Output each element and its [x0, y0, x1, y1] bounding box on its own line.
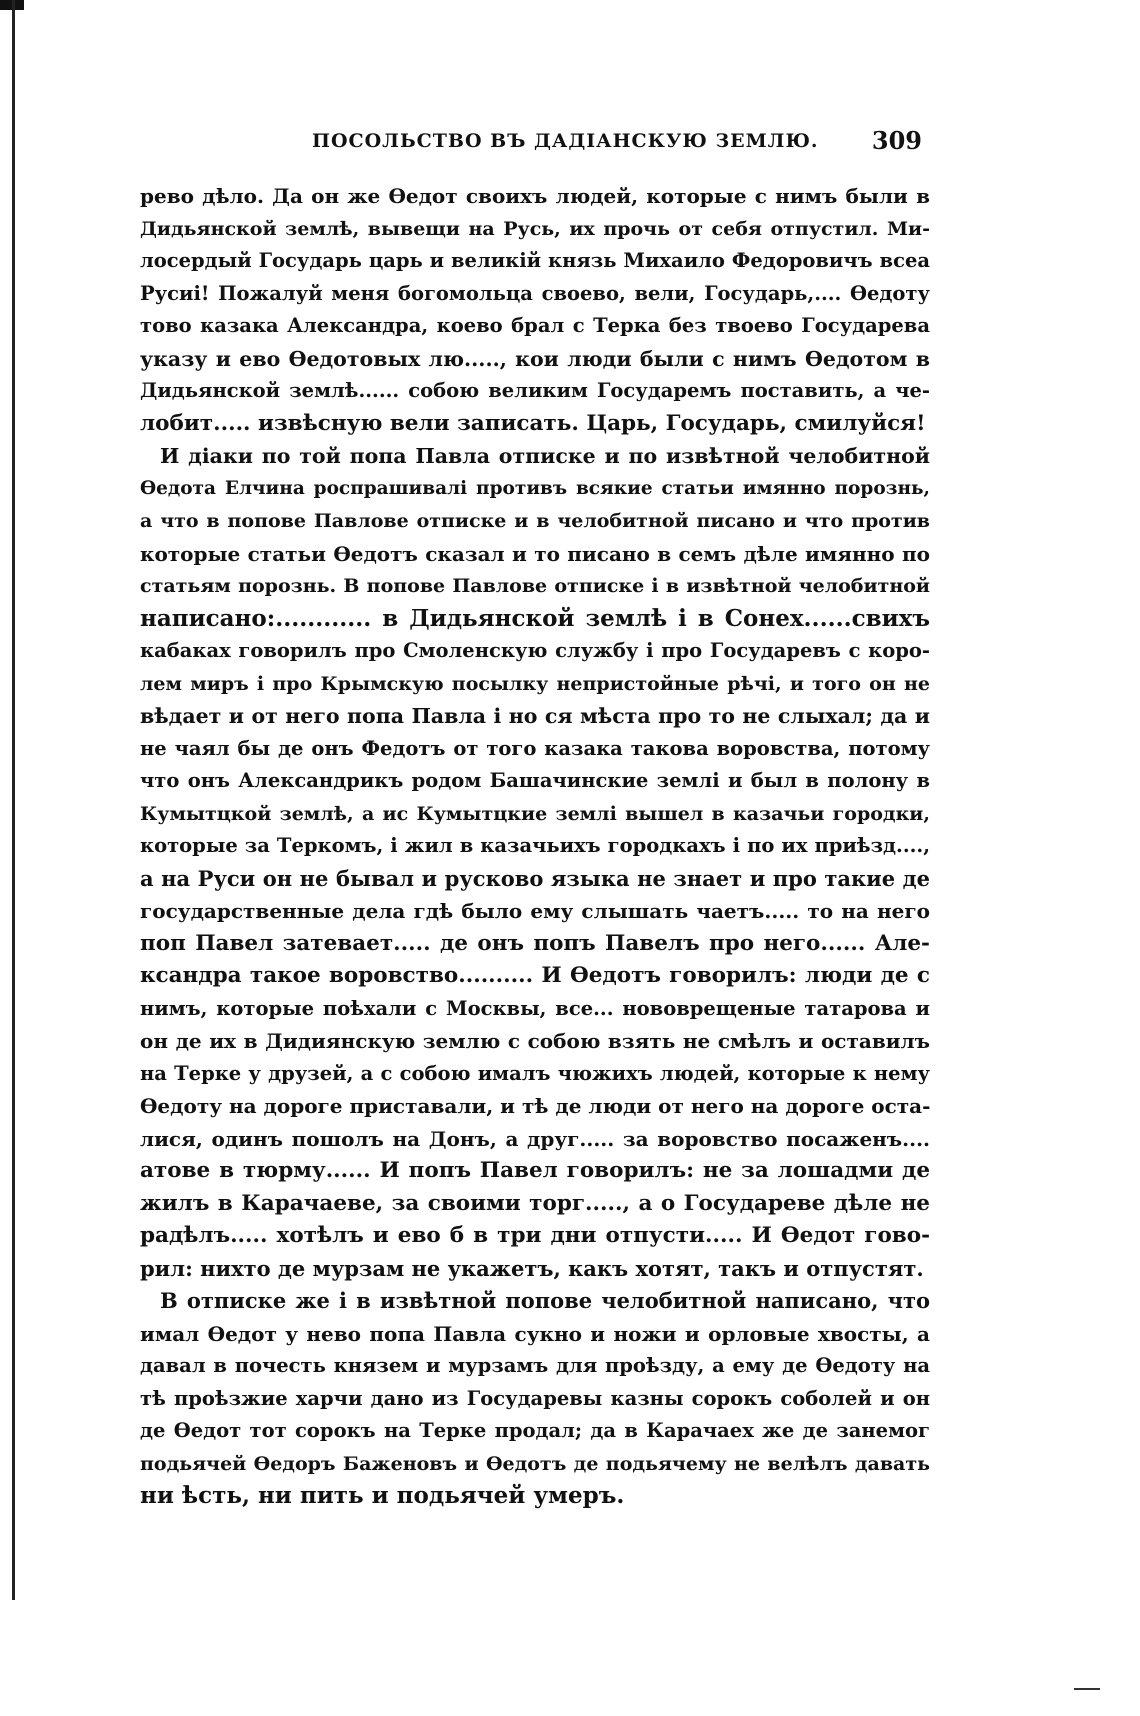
paragraph [140, 180, 930, 440]
scan-binding-line [12, 0, 15, 1600]
text-line: ни ѣсть, ни пить и подьячей умеръ. [140, 1482, 625, 1509]
text-line: Ѳедота Елчина роспрашивалі противъ всякие статьи имянно порознь, [140, 477, 930, 499]
text-line: лосердый Государь царь и великій князь Михаило Федоровичъ всеа [140, 249, 930, 272]
scan-edge-dash [1074, 1688, 1100, 1690]
paragraph [140, 1285, 930, 1513]
text-line: государственные дела гдѣ было ему слышать чаетъ..... то на него [140, 899, 930, 923]
text-line: а что в попове Павлове отписке и в челобитной писано и что против [140, 510, 930, 532]
text-line: тѣ проѣзжие харчи дано из Государевы казны сорокъ соболей и он [140, 1386, 930, 1410]
paragraph [140, 440, 930, 1285]
text-line: лобит..... извѣсную вели записать. Царь, Государь, смилуйся! [140, 410, 926, 436]
running-title: ПОСОЛЬСТВО ВЪ ДАДІАНСКУЮ ЗЕМЛЮ. [312, 130, 819, 152]
text-line: поп Павел затевает..... де онъ попъ Павелъ про него...... Але- [140, 930, 930, 956]
text-line: жилъ в Карачаеве, за своими торг....., а о Государеве дѣле не [140, 1190, 930, 1216]
body-text [140, 180, 930, 1513]
text-line: вѣдает и от него попа Павла і но ся мѣста про то не слыхал; да и [140, 704, 930, 728]
text-line: де Ѳедот тот сорокъ на Терке продал; да в Карачаех же де занемог [140, 1419, 930, 1442]
text-line: В отписке же і в извѣтной попове челобитной написано, что [160, 1288, 930, 1313]
text-line: атове в тюрму...... И попъ Павел говорилъ: не за лошадми де [140, 1158, 930, 1183]
text-line: ксандра такое воровство.......... И Ѳедотъ говорилъ: люди де с [140, 963, 930, 988]
text-line: рево дѣло. Да он же Ѳедот своихъ людей, которые с нимъ были в [140, 184, 930, 208]
text-line: он де их в Дидиянскую землю с собою взять не смѣлъ и оставилъ [140, 1029, 930, 1053]
text-line: Русиі! Пожалуй меня богомольца своево, вели, Государь,.... Ѳедоту [140, 281, 930, 305]
text-line: нимъ, которые поѣхали с Москвы, все... нововрещеные татарова и [140, 996, 930, 1020]
text-line: рил: нихто де мурзам не укажетъ, какъ хотят, такъ и отпустят. [140, 1255, 924, 1281]
text-line: Кумытцкой землѣ, а ис Кумытцкие землі вышел в казачьи городки, [140, 802, 930, 825]
text-line: Дидьянской землѣ, вывещи на Русь, их прочь от себя отпустил. Ми- [140, 217, 930, 240]
text-line: лися, одинъ пошолъ на Донъ, а друг..... за воровство посаженъ.... [140, 1126, 930, 1151]
text-line: имал Ѳедот у нево попа Павла сукно и ножи и орловые хвосты, а [140, 1321, 930, 1346]
text-line: на Терке у друзей, а с собою ималъ чюжихъ людей, которые к нему [140, 1061, 930, 1085]
text-line: И діаки по той попа Павла отписке и по извѣтной челобитной [160, 444, 930, 468]
text-line: что онъ Александрикъ родом Башачинские землі и был в полону в [140, 769, 930, 792]
text-line: давал в почесть князем и мурзамъ для проѣзду, а ему де Ѳедоту на [140, 1354, 930, 1377]
running-head [140, 126, 930, 160]
text-line: которые за Теркомъ, і жил в казачьихъ городкахъ і по их приѣзд...., [140, 834, 930, 857]
text-line: написано:............ в Дидьянской землѣ і в Сонех......свихъ [140, 604, 930, 632]
text-line: не чаял бы де онъ Федотъ от того казака такова воровства, потому [140, 736, 930, 760]
text-line: статьям порознь. В попове Павлове отписке і в извѣтной челобитной [140, 575, 930, 597]
text-line: а на Руси он не бывал и русково языка не знает и про такие де [140, 865, 930, 891]
text-line: тово казака Александра, коево брал с Терка без твоево Государева [140, 314, 930, 337]
text-line: указу и ево Ѳедотовых лю....., кои люди были с нимъ Ѳедотом в [140, 346, 930, 371]
text-line: Дидьянской землѣ...... собою великим Государемъ поставить, а че- [140, 379, 930, 402]
text-line: подьячей Ѳедоръ Баженовъ и Ѳедотъ де подьячему не велѣлъ давать [140, 1452, 930, 1475]
page-number: 309 [871, 126, 922, 155]
text-line: которые статьи Ѳедотъ сказал и то писано в семъ дѣле имянно по [140, 541, 930, 566]
text-line: радѣлъ..... хотѣлъ и ево б в три дни отпусти..... И Ѳедот гово- [140, 1223, 930, 1248]
text-line: лем миръ і про Крымскую посылку непристойные рѣчі, и того он не [140, 672, 930, 695]
text-line: Ѳедоту на дороге приставали, и тѣ де люди от него на дороге оста- [140, 1094, 931, 1118]
text-line: кабаках говорилъ про Смоленскую службу і про Государевъ с коро- [140, 639, 930, 662]
